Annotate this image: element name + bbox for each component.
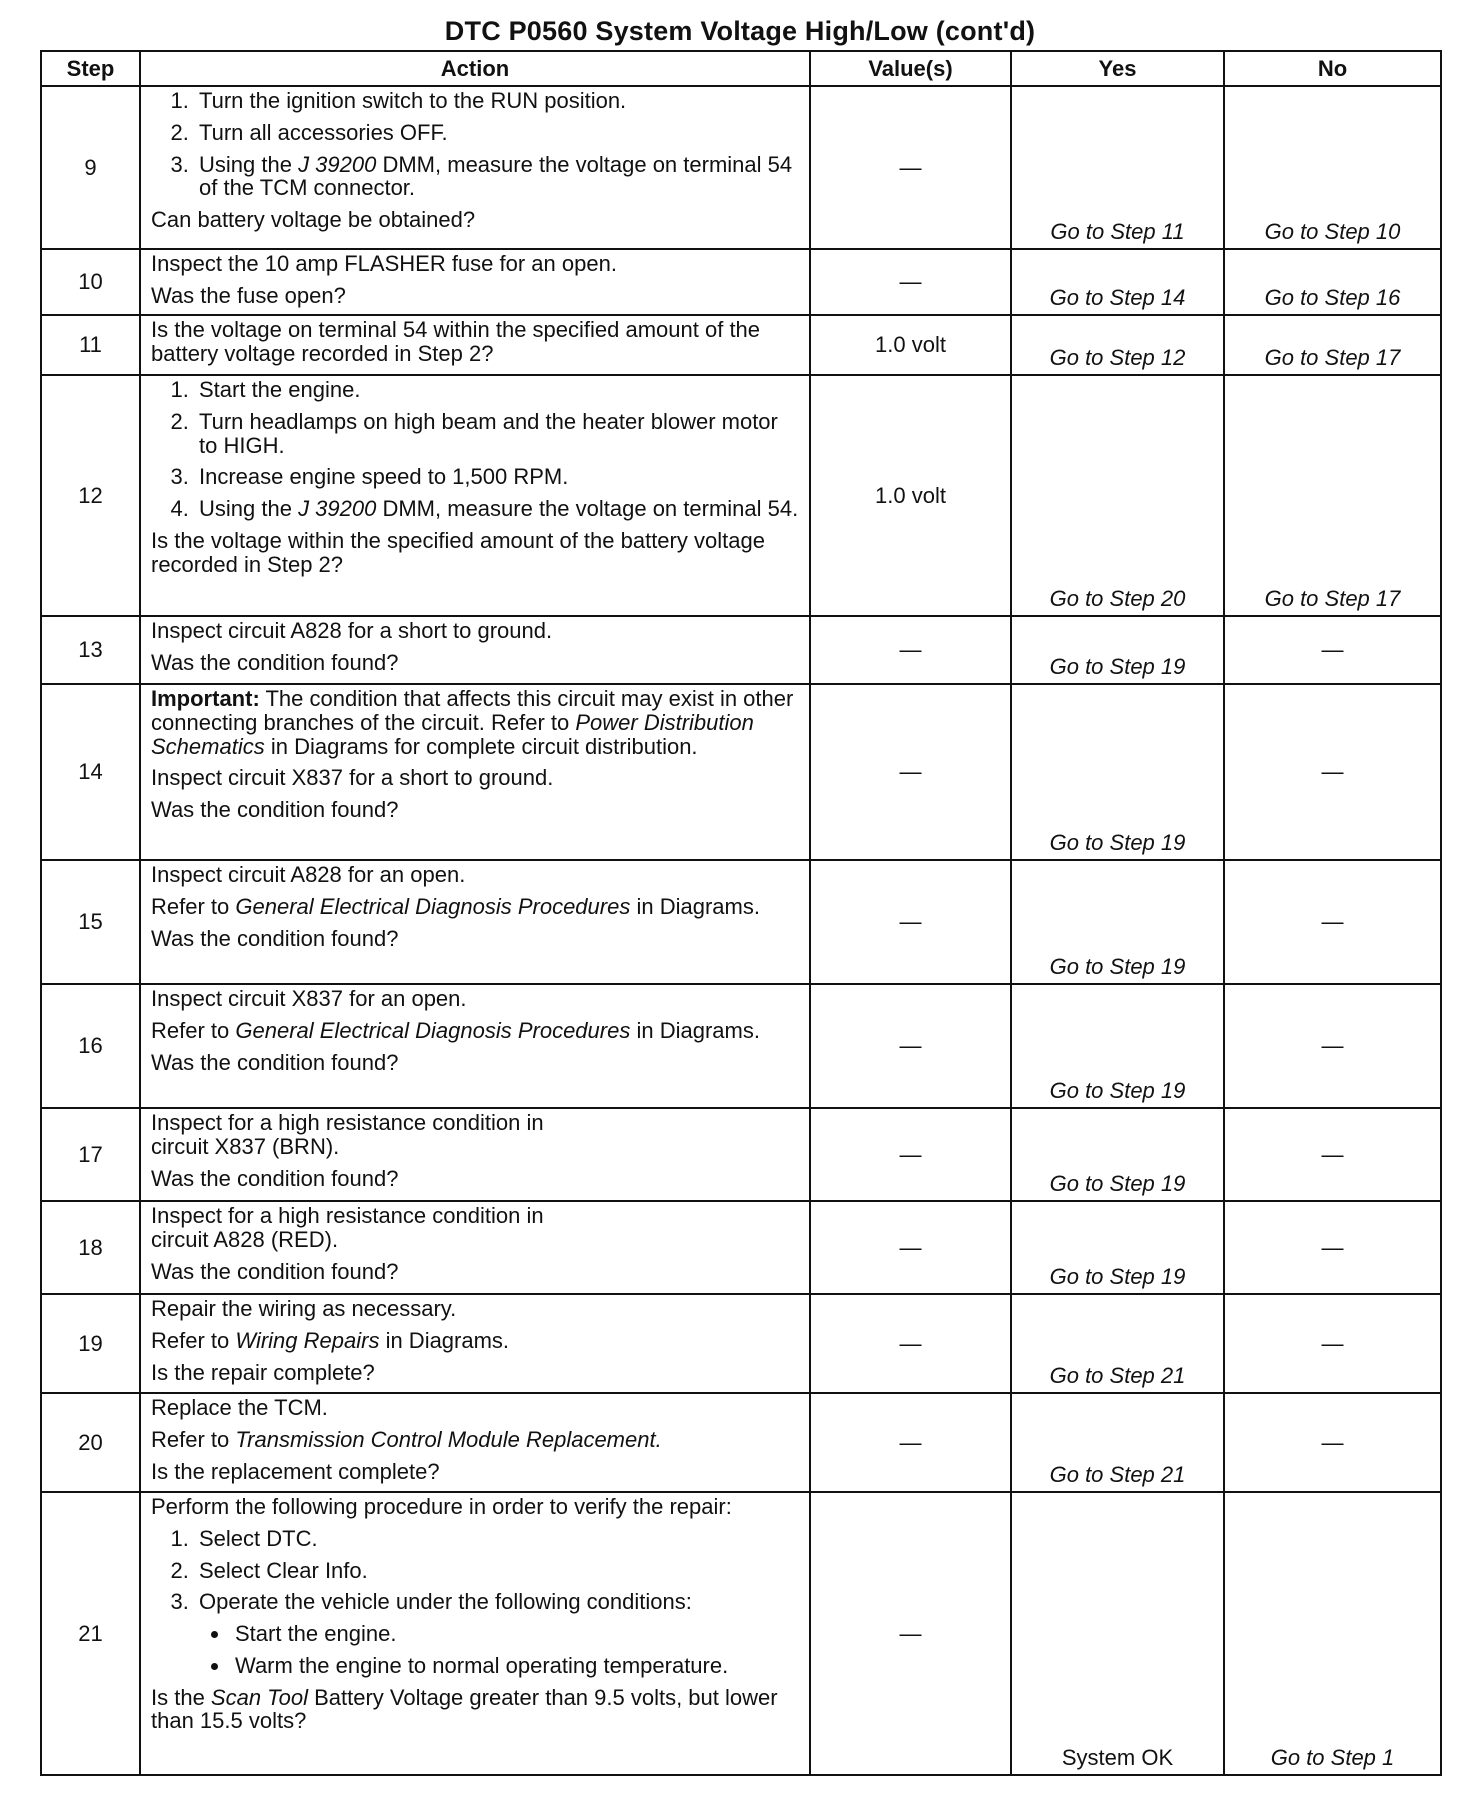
header-step: Step [41,51,140,86]
text: in Diagrams. [379,1327,510,1353]
value-cell [810,1294,1011,1393]
step-number: 9 [41,86,140,249]
table-header-row [41,51,1441,86]
yes-cell: Go to Step 21 [1011,1393,1224,1492]
no-cell [1224,1294,1441,1393]
dash: — [1321,1429,1344,1455]
dash: — [899,1620,922,1646]
action-text: Replace the TCM. [151,1395,328,1420]
list-item [195,497,801,521]
text: Refer to [151,893,236,919]
list-item: 3. Increase engine speed to 1,500 RPM. [195,465,801,489]
table-row [41,86,1441,249]
action-text: Inspect for a high resistance condition in circuit X837 (BRN). [151,1110,544,1159]
step-number: 17 [41,1108,140,1201]
value-cell [810,616,1011,684]
value-cell [810,984,1011,1108]
yes-cell: Go to Step 19 [1011,1201,1224,1294]
dash: — [899,1429,922,1455]
reference-text [151,1329,801,1353]
value-cell [810,860,1011,984]
list-item: 1. Select DTC. [195,1527,801,1551]
header-yes: Yes [1011,51,1224,86]
value-cell [810,1492,1011,1775]
table-row [41,984,1441,1108]
table-row [41,1492,1441,1775]
text: Refer to [151,1327,236,1353]
list-item: 1. Turn the ignition switch to the RUN position. [195,89,801,113]
action-text: Inspect circuit A828 for a short to ground. [151,618,553,643]
dash: — [1321,1033,1344,1059]
table-row [41,1393,1441,1492]
dash: — [1321,1330,1344,1356]
text: Using the [199,151,299,177]
dash: — [899,1234,922,1260]
yes-cell: Go to Step 19 [1011,616,1224,684]
reference-text [151,1428,801,1452]
dash: — [899,637,922,663]
procedure-list [151,1527,801,1678]
text: The condition that affects this circuit may exist in other connecting branches of the circuit. Refer to [151,686,794,735]
value-cell [810,249,1011,315]
question-text: Is the voltage on terminal 54 within the specified amount of the battery voltage recorded in Step 2? [151,317,761,366]
action-cell [140,1108,810,1201]
step-number: 14 [41,684,140,860]
yes-cell: Go to Step 11 [1011,86,1224,249]
dash: — [1321,759,1344,785]
question-text: Is the replacement complete? [151,1458,440,1484]
no-cell [1224,1393,1441,1492]
dash: — [899,1141,922,1167]
text: Using the [199,496,299,521]
no-cell [1224,860,1441,984]
page-title: DTC P0560 System Voltage High/Low (cont'd) [444,16,1036,46]
reference-title: Power Distribution Schematics [151,709,754,759]
table-row [41,1294,1441,1393]
question-text: Was the condition found? [151,649,399,675]
step-number: 19 [41,1294,140,1393]
list-item [195,153,801,201]
action-text: Inspect circuit X837 for a short to ground. [151,765,554,791]
action-text: Inspect the 10 amp FLASHER fuse for an open. [151,251,617,276]
action-cell [140,1201,810,1294]
dash: — [1321,1141,1344,1167]
value-cell [810,1393,1011,1492]
question-text: Was the condition found? [151,797,399,822]
list-item: 1. Start the engine. [195,378,801,402]
dash: — [899,1033,922,1059]
dash: — [899,909,922,935]
value-cell [810,1201,1011,1294]
condition-list [199,1622,801,1678]
dash: — [899,154,922,180]
table-row [41,1108,1441,1201]
text: DMM, measure the voltage on terminal 54. [376,496,799,521]
yes-cell: Go to Step 19 [1011,684,1224,860]
action-text: Perform the following procedure in order to verify the repair: [151,1494,732,1519]
text: in Diagrams for complete circuit distribution. [264,733,698,759]
step-number: 12 [41,375,140,616]
step-number: 21 [41,1492,140,1775]
list-item: • Warm the engine to normal operating temperature. [231,1654,801,1678]
step-number: 15 [41,860,140,984]
table-row [41,249,1441,315]
question-text: Can battery voltage be obtained? [151,207,476,232]
diagnostic-table [40,50,1442,1776]
step-number: 10 [41,249,140,315]
action-cell [140,315,810,375]
dash: — [1321,909,1344,935]
procedure-list [151,378,801,521]
table-row [41,1201,1441,1294]
dash: — [1321,637,1344,663]
value-cell [810,684,1011,860]
question-text: Is the voltage within the specified amount of the battery voltage recorded in Step 2? [151,527,765,577]
reference-title: General Electrical Diagnosis Procedures [235,1017,631,1043]
table-row [41,860,1441,984]
no-cell [1224,984,1441,1108]
step-number: 20 [41,1393,140,1492]
text: Operate the vehicle under the following conditions: [199,1589,692,1615]
question-text: Was the condition found? [151,1049,399,1075]
table-row [41,684,1441,860]
no-cell [1224,1201,1441,1294]
action-cell [140,249,810,315]
table-row [41,315,1441,375]
no-cell: Go to Step 10 [1224,86,1441,249]
important-note [151,687,801,758]
dash: — [899,269,922,295]
list-item: • Start the engine. [231,1622,801,1646]
tool-name: Scan Tool [210,1684,308,1710]
value-cell: 1.0 volt [810,315,1011,375]
action-cell [140,1294,810,1393]
yes-cell: Go to Step 21 [1011,1294,1224,1393]
yes-cell: Go to Step 14 [1011,249,1224,315]
yes-cell: Go to Step 12 [1011,315,1224,375]
header-no: No [1224,51,1441,86]
action-cell [140,375,810,616]
list-item [195,1590,801,1677]
action-text: Inspect for a high resistance condition in circuit A828 (RED). [151,1203,544,1252]
yes-cell: Go to Step 20 [1011,375,1224,616]
list-item: 2. Turn all accessories OFF. [195,121,801,145]
dash: — [899,759,922,785]
yes-cell: Go to Step 19 [1011,860,1224,984]
header-values: Value(s) [810,51,1011,86]
text: in Diagrams. [630,893,760,919]
text: Battery Voltage greater than 9.5 volts, but lower than 15.5 volts? [151,1684,778,1734]
yes-cell: Go to Step 19 [1011,1108,1224,1201]
question-text: Was the condition found? [151,1258,399,1284]
question-text: Was the fuse open? [151,282,346,308]
list-item: 2. Select Clear Info. [195,1559,801,1583]
text: Is the [151,1684,211,1710]
tool-name: J 39200 [298,151,377,177]
header-action: Action [140,51,810,86]
table-row [41,616,1441,684]
question-text: Is the repair complete? [151,1359,375,1385]
yes-cell: System OK [1011,1492,1224,1775]
list-item: 2. Turn headlamps on high beam and the heater blower motor to HIGH. [195,410,801,458]
no-cell: Go to Step 17 [1224,315,1441,375]
step-number: 18 [41,1201,140,1294]
reference-text [151,1019,801,1043]
text: Refer to [151,1017,236,1043]
table-row [41,375,1441,616]
value-cell [810,1108,1011,1201]
value-cell: 1.0 volt [810,375,1011,616]
important-label: Important: [151,686,260,711]
action-cell [140,86,810,249]
value-cell [810,86,1011,249]
action-cell [140,984,810,1108]
dash: — [899,1330,922,1356]
step-number: 13 [41,616,140,684]
step-number: 16 [41,984,140,1108]
text: Refer to [151,1426,236,1452]
question-text [151,1686,801,1734]
action-cell [140,616,810,684]
procedure-list [151,89,801,200]
action-cell [140,684,810,860]
action-cell [140,1492,810,1775]
yes-cell: Go to Step 19 [1011,984,1224,1108]
action-cell [140,860,810,984]
dash: — [1321,1234,1344,1260]
text: in Diagrams. [630,1017,760,1043]
no-cell [1224,684,1441,860]
text: DMM, measure the voltage on terminal 54 of the TCM connector. [199,151,793,201]
no-cell: Go to Step 17 [1224,375,1441,616]
action-text: Repair the wiring as necessary. [151,1296,457,1321]
reference-title: Wiring Repairs [235,1327,380,1353]
question-text: Was the condition found? [151,925,399,951]
action-text: Inspect circuit X837 for an open. [151,986,467,1011]
reference-title: Transmission Control Module Replacement. [235,1426,662,1452]
action-cell [140,1393,810,1492]
reference-title: General Electrical Diagnosis Procedures [235,893,631,919]
action-text: Inspect circuit A828 for an open. [151,862,466,887]
no-cell [1224,616,1441,684]
reference-text [151,895,801,919]
no-cell: Go to Step 16 [1224,249,1441,315]
no-cell [1224,1108,1441,1201]
no-cell: Go to Step 1 [1224,1492,1441,1775]
tool-name: J 39200 [298,496,377,521]
question-text: Was the condition found? [151,1165,399,1191]
step-number: 11 [41,315,140,375]
